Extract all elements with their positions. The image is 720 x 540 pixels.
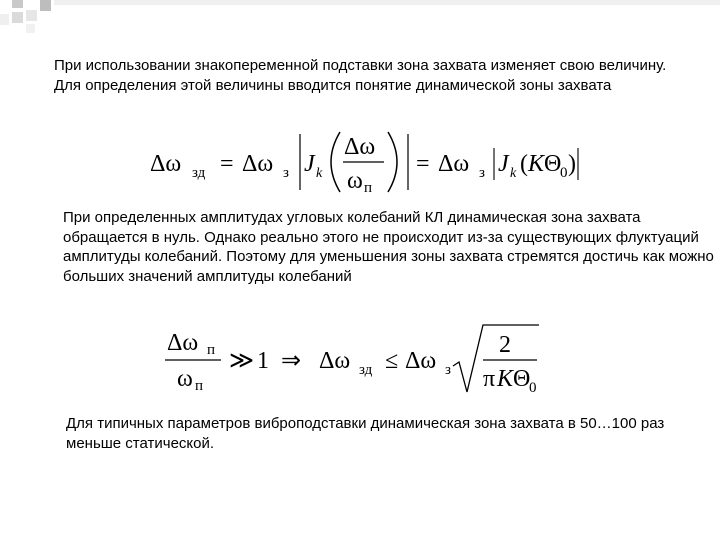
f1-sub-z-2: з — [479, 165, 485, 181]
f2-implies: ⇒ — [281, 348, 302, 374]
decorative-squares — [0, 0, 720, 40]
f1-sub-z-1: з — [283, 165, 289, 181]
dynamic-lock-zone-formula — [150, 126, 580, 196]
f2-one: 1 — [257, 348, 269, 374]
f2-K: K — [497, 366, 514, 392]
f1-k-1: k — [316, 166, 323, 181]
f1-K: K — [528, 151, 545, 177]
f2-frac-den-sub-p: п — [195, 378, 204, 394]
f1-paren-close-small: ) — [568, 151, 576, 177]
f1-delta-omega-3: Δω — [438, 151, 470, 177]
f2-sqrt-num-two: 2 — [499, 332, 511, 358]
f2-sub-zd: зд — [359, 362, 373, 378]
condition-formula — [165, 322, 555, 396]
f1-delta-omega-1: Δω — [150, 151, 182, 177]
f2-much-greater: ≫ — [229, 348, 255, 374]
f1-J-1: J — [304, 151, 315, 177]
f2-Theta-sub-0: 0 — [529, 380, 537, 396]
f2-leq: ≤ — [385, 348, 399, 374]
f1-sub-zd: зд — [192, 165, 206, 181]
amplitude-paragraph: При определенных амплитудах угловых колебаний КЛ динамическая зона захвата обращается в нуль. Однако реально этого не происходит из-за существующих флуктуаций амплитуды колебаний. Поэтому для уменьшения зоны захвата стремятся достичь как можно больших значений амплитуды колебаний — [63, 209, 714, 285]
intro-paragraph: При использовании знакопеременной подставки зона захвата изменяет свою величину. Для определения этой величины вводится понятие динамической зоны захвата — [54, 57, 667, 94]
f1-frac-den-omega: ω — [347, 168, 363, 194]
f1-k-2: k — [510, 166, 517, 181]
f1-J-2: J — [498, 151, 509, 177]
f1-paren-left — [331, 132, 340, 192]
f1-paren-right — [388, 132, 397, 192]
f2-sub-z: з — [445, 362, 451, 378]
conclusion-paragraph: Для типичных параметров виброподставки динамическая зона захвата в 50…100 раз меньше статической. — [66, 415, 665, 452]
f2-frac-num-delta-omega: Δω — [167, 330, 199, 356]
f1-paren-open-small: ( — [520, 151, 528, 177]
f1-delta-omega-2: Δω — [242, 151, 274, 177]
f1-equals-2: = — [416, 151, 430, 177]
f2-frac-num-sub-p: п — [207, 342, 216, 358]
f2-pi: π — [483, 366, 496, 392]
f1-frac-num-delta-omega: Δω — [344, 134, 376, 160]
f2-delta-omega-1: Δω — [319, 348, 351, 374]
f1-Theta-sub-0: 0 — [560, 165, 568, 181]
f2-Theta: Θ — [513, 366, 531, 392]
f1-Theta: Θ — [544, 151, 562, 177]
f1-frac-den-sub-p: п — [364, 180, 373, 196]
f2-delta-omega-2: Δω — [405, 348, 437, 374]
f1-equals-1: = — [220, 151, 234, 177]
f2-frac-den-omega: ω — [177, 366, 193, 392]
